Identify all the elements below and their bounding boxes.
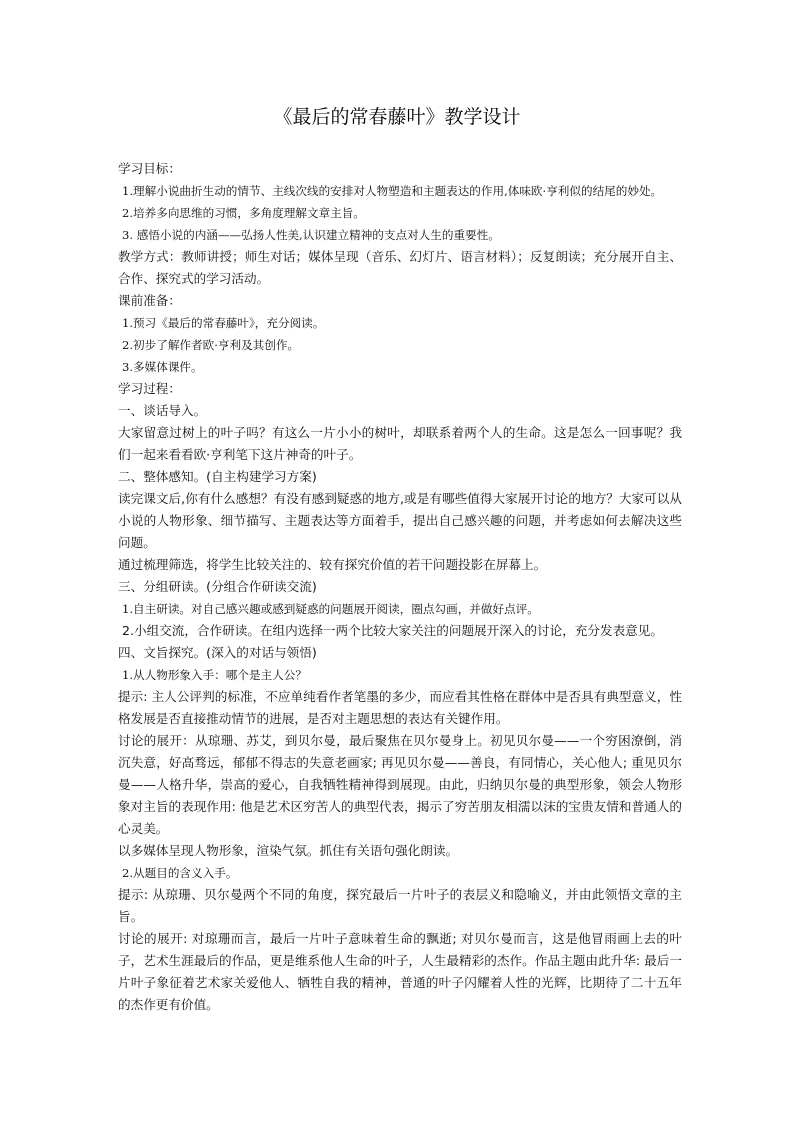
section-3-item-1: 1.自主研读。对自己感兴趣或感到疑惑的问题展开阅读，圈点勾画，并做好点评。 (122, 602, 539, 616)
document-body (118, 158, 682, 1016)
section-4-hint-2: 提示: 从琼珊、贝尔曼两个不同的角度，探究最后一片叶子的表层义和隐喻义，并由此领悟文章的主旨。 (118, 887, 682, 924)
section-4-hint-1: 提示: 主人公评判的标准，不应单纯看作者笔墨的多少，而应看其性格在群体中是否具有典型意义，性格发展是否直接推动情节的进展，是否对主题思想的表达有关键作用。 (118, 689, 682, 726)
preparation-item-1: 1.预习《最后的常春藤叶》，充分阅读。 (122, 316, 325, 330)
section-4-heading: 四、文旨探究。(深入的对话与领悟) (118, 645, 317, 660)
teaching-methods: 教学方式：教师讲授；师生对话；媒体呈现（音乐、幻灯片、语言材料）；反复朗读；充分展开自主、合作、探究式的学习活动。 (118, 249, 682, 286)
section-4-discussion-2: 讨论的展开: 对琼珊而言，最后一片叶子意味着生命的飘逝; 对贝尔曼而言，这是他冒雨画上去的叶子，艺术生涯最后的作品，更是维系他人生命的叶子，人生最精彩的杰作。作品主题由此升华: 最后一片叶子象征着艺术家关爱他人、牺牲自我的精神，普通的叶子闪耀着人性的光辉，比期待了二十五年的杰作更有价值。 (118, 931, 682, 1012)
section-3-heading: 三、分组研读。(分组合作研读交流) (118, 579, 317, 594)
section-1-heading: 一、谈话导入。 (118, 403, 207, 418)
heading-learning-goals: 学习目标： (118, 161, 181, 176)
goal-item-1: 1.理解小说曲折生动的情节、主线次线的安排对人物塑造和主题表达的作用,体味欧·亨利似的结尾的妙处。 (122, 184, 663, 198)
section-3-item-2: 2.小组交流，合作研读。在组内选择一两个比较大家关注的问题展开深入的讨论，充分发表意见。 (122, 623, 663, 638)
document-title: 《最后的常春藤叶》教学设计 (273, 106, 521, 128)
section-2-heading: 二、整体感知。(自主构建学习方案) (118, 469, 317, 484)
preparation-item-2: 2.初步了解作者欧·亨利及其创作。 (122, 338, 300, 352)
section-4-item-1: 1.从人物形象入手：哪个是主人公？ (122, 668, 307, 682)
goal-item-3: 3. 感悟小说的内涵——弘扬人性美,认识建立精神的支点对人生的重要性。 (122, 228, 500, 242)
section-4-item-2: 2.从题目的含义入手。 (122, 866, 238, 880)
section-2-text: 读完课文后,你有什么感想？有没有感到疑惑的地方,或是有哪些值得大家展开讨论的地方？大家可以从小说的人物形象、细节描写、主题表达等方面着手，提出自己感兴趣的问题，并考虑如何去解决这些问题。 (118, 491, 682, 550)
heading-preparation: 课前准备： (118, 293, 181, 308)
goal-item-2: 2.培养多向思维的习惯，多角度理解文章主旨。 (122, 206, 365, 220)
section-4-media-note: 以多媒体呈现人物形象，渲染气氛。抓住有关语句强化朗读。 (118, 843, 459, 858)
preparation-item-3: 3.多媒体课件。 (122, 360, 203, 374)
section-2-text-2: 通过梳理筛选，将学生比较关注的、较有探究价值的若干问题投影在屏幕上。 (118, 557, 547, 572)
heading-learning-process: 学习过程： (118, 381, 181, 396)
section-4-discussion-1: 讨论的展开：从琼珊、苏艾，到贝尔曼，最后聚焦在贝尔曼身上。初见贝尔曼——一个穷困潦倒，消沉失意，好高骛远，郁郁不得志的失意老画家; 再见贝尔曼——善良，有同情心，关心他人; 重见贝尔曼——人格升华，崇高的爱心，自我牺牲精神得到展现。由此，归纳贝尔曼的典型形象，领会人物形象对主旨的表现作用: 他是艺术区穷苦人的典型代表，揭示了穷苦朋友相濡以沫的宝贵友情和普通人的心灵美。 (118, 733, 682, 836)
section-1-text: 大家留意过树上的叶子吗？有这么一片小小的树叶，却联系着两个人的生命。这是怎么一回事呢？我们一起来看看欧·亨利笔下这片神奇的叶子。 (118, 425, 682, 462)
